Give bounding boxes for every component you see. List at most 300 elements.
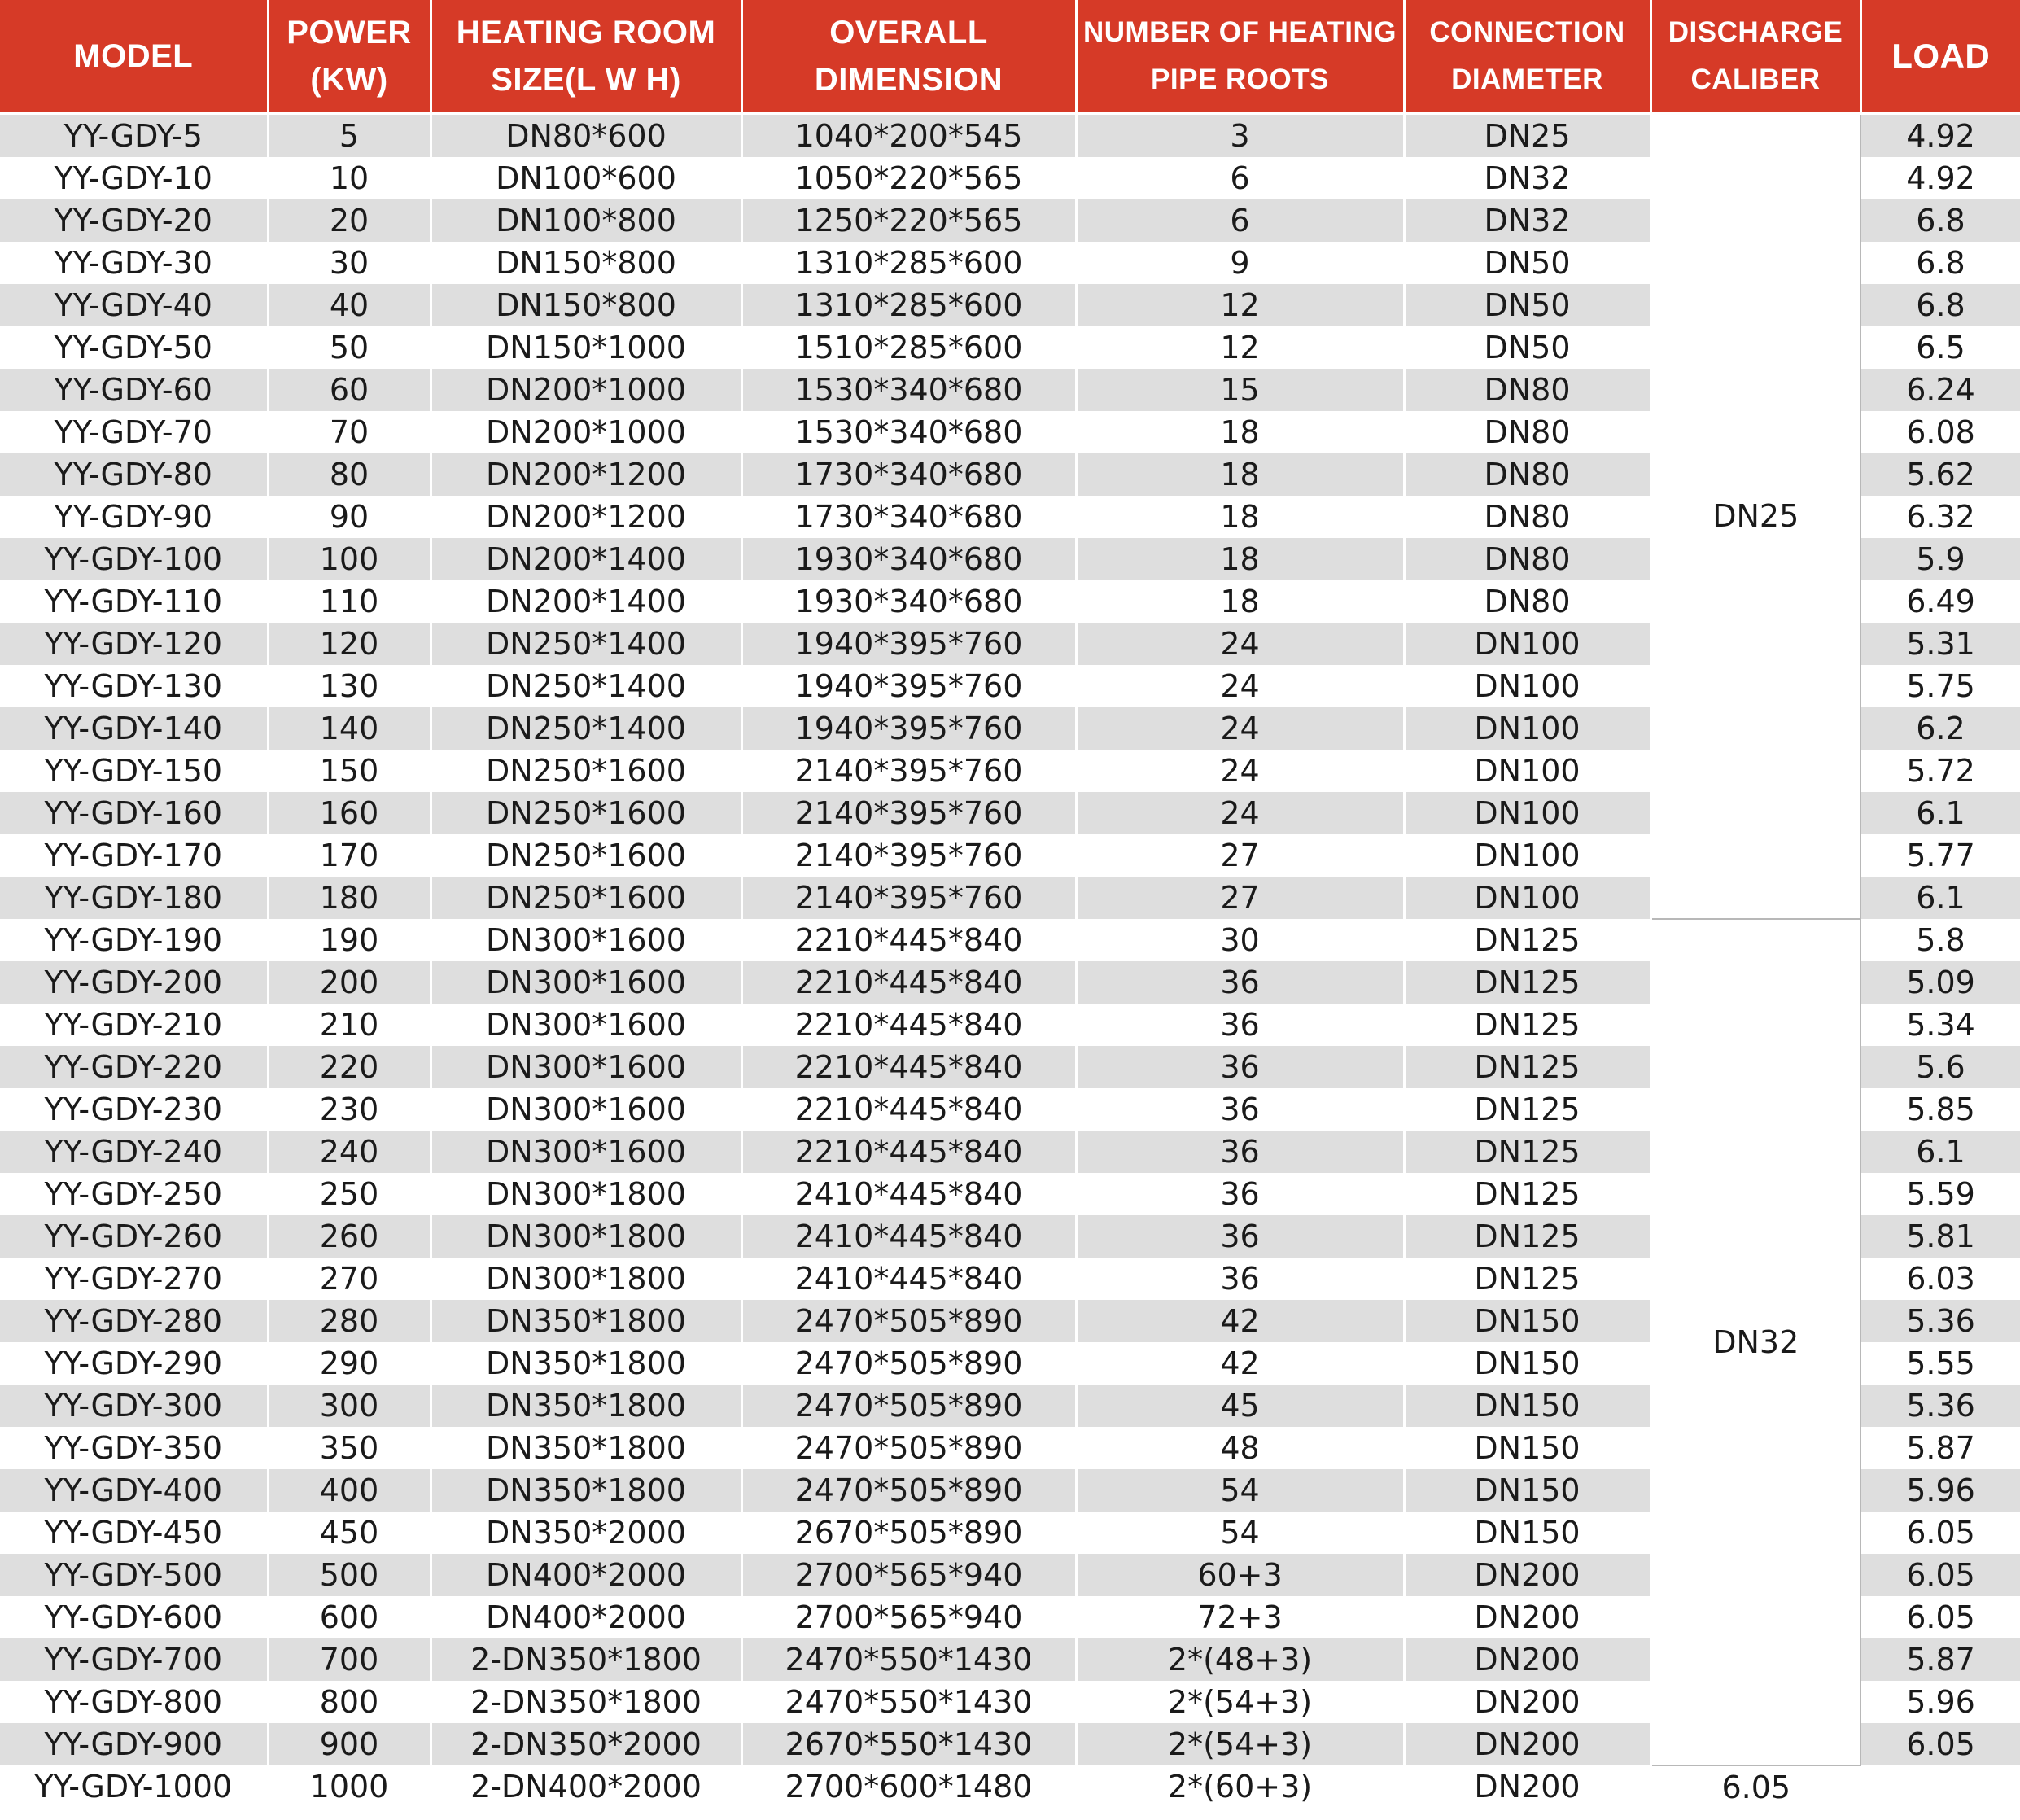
cell-heating-room-size: DN200*1400 bbox=[431, 580, 741, 623]
cell-pipe-roots: 6 bbox=[1076, 199, 1404, 242]
cell-load: 5.36 bbox=[1860, 1385, 2020, 1427]
cell-connection-diameter: DN100 bbox=[1404, 623, 1651, 665]
header-power-line2: (KW) bbox=[310, 61, 388, 98]
cell-load: 5.87 bbox=[1860, 1427, 2020, 1469]
cell-connection-diameter: DN200 bbox=[1404, 1638, 1651, 1681]
cell-power: 350 bbox=[268, 1427, 431, 1469]
header-power-line1: POWER bbox=[286, 14, 412, 50]
cell-load: 5.34 bbox=[1860, 1004, 2020, 1046]
cell-power: 220 bbox=[268, 1046, 431, 1088]
cell-connection-diameter: DN80 bbox=[1404, 411, 1651, 453]
cell-pipe-roots: 27 bbox=[1076, 834, 1404, 877]
cell-overall-dimension: 2470*550*1430 bbox=[741, 1638, 1076, 1681]
cell-power: 900 bbox=[268, 1723, 431, 1765]
header-overall-line1: OVERALL bbox=[829, 14, 988, 50]
cell-overall-dimension: 1050*220*565 bbox=[741, 157, 1076, 199]
cell-heating-room-size: DN300*1600 bbox=[431, 1046, 741, 1088]
cell-heating-room-size: DN80*600 bbox=[431, 113, 741, 157]
cell-load: 6.8 bbox=[1860, 199, 2020, 242]
cell-overall-dimension: 2140*395*760 bbox=[741, 750, 1076, 792]
cell-model: YY-GDY-20 bbox=[0, 199, 268, 242]
cell-model: YY-GDY-250 bbox=[0, 1173, 268, 1215]
cell-heating-room-size: DN250*1600 bbox=[431, 877, 741, 919]
cell-pipe-roots: 24 bbox=[1076, 707, 1404, 750]
cell-power: 60 bbox=[268, 369, 431, 411]
cell-load: 6.05 bbox=[1651, 1765, 1860, 1809]
cell-power: 140 bbox=[268, 707, 431, 750]
cell-heating-room-size: DN350*1800 bbox=[431, 1427, 741, 1469]
cell-connection-diameter: DN150 bbox=[1404, 1300, 1651, 1342]
cell-model: YY-GDY-210 bbox=[0, 1004, 268, 1046]
cell-model: YY-GDY-60 bbox=[0, 369, 268, 411]
header-model-label: MODEL bbox=[73, 37, 194, 74]
cell-pipe-roots: 18 bbox=[1076, 580, 1404, 623]
cell-model: YY-GDY-200 bbox=[0, 961, 268, 1004]
cell-model: YY-GDY-240 bbox=[0, 1131, 268, 1173]
cell-load: 5.87 bbox=[1860, 1638, 2020, 1681]
cell-overall-dimension: 2410*445*840 bbox=[741, 1258, 1076, 1300]
header-power bbox=[268, 0, 431, 113]
header-discharge-caliber bbox=[1651, 0, 1860, 113]
cell-heating-room-size: DN400*2000 bbox=[431, 1554, 741, 1596]
cell-load: 6.8 bbox=[1860, 284, 2020, 326]
cell-overall-dimension: 2210*445*840 bbox=[741, 1004, 1076, 1046]
cell-power: 90 bbox=[268, 496, 431, 538]
cell-overall-dimension: 1510*285*600 bbox=[741, 326, 1076, 369]
cell-model: YY-GDY-140 bbox=[0, 707, 268, 750]
cell-overall-dimension: 2470*550*1430 bbox=[741, 1681, 1076, 1723]
cell-connection-diameter: DN200 bbox=[1404, 1723, 1651, 1765]
cell-connection-diameter: DN125 bbox=[1404, 1258, 1651, 1300]
cell-heating-room-size: DN100*600 bbox=[431, 157, 741, 199]
cell-connection-diameter: DN25 bbox=[1404, 113, 1651, 157]
header-load-label: LOAD bbox=[1891, 36, 1991, 75]
cell-model: YY-GDY-100 bbox=[0, 538, 268, 580]
cell-connection-diameter: DN200 bbox=[1404, 1596, 1651, 1638]
header-overall-dimension bbox=[741, 0, 1076, 113]
table-body bbox=[0, 113, 2020, 1809]
cell-load: 4.92 bbox=[1860, 157, 2020, 199]
cell-model: YY-GDY-900 bbox=[0, 1723, 268, 1765]
cell-load: 6.05 bbox=[1860, 1512, 2020, 1554]
cell-power: 1000 bbox=[268, 1765, 431, 1809]
cell-model: YY-GDY-130 bbox=[0, 665, 268, 707]
cell-power: 180 bbox=[268, 877, 431, 919]
cell-connection-diameter: DN200 bbox=[1404, 1554, 1651, 1596]
cell-heating-room-size: DN150*800 bbox=[431, 242, 741, 284]
cell-connection-diameter: DN32 bbox=[1404, 157, 1651, 199]
cell-overall-dimension: 2700*565*940 bbox=[741, 1596, 1076, 1638]
cell-connection-diameter: DN200 bbox=[1404, 1765, 1651, 1809]
cell-overall-dimension: 2670*550*1430 bbox=[741, 1723, 1076, 1765]
cell-load: 5.81 bbox=[1860, 1215, 2020, 1258]
cell-overall-dimension: 1940*395*760 bbox=[741, 623, 1076, 665]
cell-overall-dimension: 2470*505*890 bbox=[741, 1385, 1076, 1427]
header-heating-room-line2: SIZE(L W H) bbox=[491, 61, 681, 98]
cell-load: 6.03 bbox=[1860, 1258, 2020, 1300]
cell-connection-diameter: DN100 bbox=[1404, 750, 1651, 792]
cell-power: 130 bbox=[268, 665, 431, 707]
cell-overall-dimension: 1930*340*680 bbox=[741, 580, 1076, 623]
cell-heating-room-size: DN200*1200 bbox=[431, 453, 741, 496]
cell-heating-room-size: DN300*1800 bbox=[431, 1258, 741, 1300]
cell-power: 170 bbox=[268, 834, 431, 877]
cell-heating-room-size: DN300*1600 bbox=[431, 1131, 741, 1173]
cell-overall-dimension: 1040*200*545 bbox=[741, 113, 1076, 157]
cell-connection-diameter: DN125 bbox=[1404, 1088, 1651, 1131]
cell-heating-room-size: DN400*2000 bbox=[431, 1596, 741, 1638]
cell-pipe-roots: 30 bbox=[1076, 919, 1404, 961]
cell-connection-diameter: DN150 bbox=[1404, 1342, 1651, 1385]
cell-pipe-roots: 2*(54+3) bbox=[1076, 1723, 1404, 1765]
cell-connection-diameter: DN80 bbox=[1404, 538, 1651, 580]
cell-heating-room-size: DN250*1600 bbox=[431, 750, 741, 792]
cell-power: 80 bbox=[268, 453, 431, 496]
cell-pipe-roots: 24 bbox=[1076, 623, 1404, 665]
cell-model: YY-GDY-40 bbox=[0, 284, 268, 326]
cell-pipe-roots: 54 bbox=[1076, 1512, 1404, 1554]
cell-overall-dimension: 2210*445*840 bbox=[741, 1046, 1076, 1088]
cell-load: 5.96 bbox=[1860, 1469, 2020, 1512]
header-connection-line1: CONNECTION bbox=[1429, 15, 1625, 48]
cell-heating-room-size: DN200*1200 bbox=[431, 496, 741, 538]
cell-power: 200 bbox=[268, 961, 431, 1004]
cell-model: YY-GDY-110 bbox=[0, 580, 268, 623]
cell-overall-dimension: 2140*395*760 bbox=[741, 834, 1076, 877]
cell-heating-room-size: DN350*2000 bbox=[431, 1512, 741, 1554]
cell-load: 5.8 bbox=[1860, 919, 2020, 961]
header-load bbox=[1860, 0, 2020, 113]
cell-power: 280 bbox=[268, 1300, 431, 1342]
cell-power: 250 bbox=[268, 1173, 431, 1215]
cell-heating-room-size: DN250*1400 bbox=[431, 623, 741, 665]
cell-pipe-roots: 27 bbox=[1076, 877, 1404, 919]
cell-model: YY-GDY-190 bbox=[0, 919, 268, 961]
cell-power: 210 bbox=[268, 1004, 431, 1046]
cell-power: 700 bbox=[268, 1638, 431, 1681]
cell-power: 30 bbox=[268, 242, 431, 284]
cell-model: YY-GDY-290 bbox=[0, 1342, 268, 1385]
cell-heating-room-size: DN300*1600 bbox=[431, 1004, 741, 1046]
cell-model: YY-GDY-350 bbox=[0, 1427, 268, 1469]
cell-model: YY-GDY-170 bbox=[0, 834, 268, 877]
cell-heating-room-size: DN300*1600 bbox=[431, 961, 741, 1004]
cell-overall-dimension: 1940*395*760 bbox=[741, 707, 1076, 750]
cell-pipe-roots: 2*(48+3) bbox=[1076, 1638, 1404, 1681]
cell-overall-dimension: 1730*340*680 bbox=[741, 453, 1076, 496]
cell-connection-diameter: DN150 bbox=[1404, 1469, 1651, 1512]
cell-pipe-roots: 42 bbox=[1076, 1342, 1404, 1385]
cell-model: YY-GDY-1000 bbox=[0, 1765, 268, 1809]
cell-connection-diameter: DN32 bbox=[1404, 199, 1651, 242]
cell-load: 6.05 bbox=[1860, 1723, 2020, 1765]
cell-overall-dimension: 2410*445*840 bbox=[741, 1173, 1076, 1215]
cell-overall-dimension: 2670*505*890 bbox=[741, 1512, 1076, 1554]
cell-pipe-roots: 12 bbox=[1076, 284, 1404, 326]
cell-heating-room-size: 2-DN350*1800 bbox=[431, 1638, 741, 1681]
cell-connection-diameter: DN100 bbox=[1404, 834, 1651, 877]
cell-power: 20 bbox=[268, 199, 431, 242]
cell-connection-diameter: DN125 bbox=[1404, 1046, 1651, 1088]
cell-model: YY-GDY-90 bbox=[0, 496, 268, 538]
cell-overall-dimension: 2210*445*840 bbox=[741, 919, 1076, 961]
cell-model: YY-GDY-70 bbox=[0, 411, 268, 453]
cell-load: 6.1 bbox=[1860, 1131, 2020, 1173]
cell-overall-dimension: 1940*395*760 bbox=[741, 665, 1076, 707]
cell-pipe-roots: 36 bbox=[1076, 1131, 1404, 1173]
cell-model: YY-GDY-600 bbox=[0, 1596, 268, 1638]
cell-power: 100 bbox=[268, 538, 431, 580]
cell-load: 5.72 bbox=[1860, 750, 2020, 792]
cell-pipe-roots: 24 bbox=[1076, 665, 1404, 707]
cell-model: YY-GDY-800 bbox=[0, 1681, 268, 1723]
cell-power: 270 bbox=[268, 1258, 431, 1300]
cell-load: 6.24 bbox=[1860, 369, 2020, 411]
header-heating-room-size bbox=[431, 0, 741, 113]
cell-power: 240 bbox=[268, 1131, 431, 1173]
cell-overall-dimension: 2700*600*1480 bbox=[741, 1765, 1076, 1809]
cell-power: 120 bbox=[268, 623, 431, 665]
cell-load: 5.59 bbox=[1860, 1173, 2020, 1215]
cell-load: 6.8 bbox=[1860, 242, 2020, 284]
header-connection-diameter bbox=[1404, 0, 1651, 113]
table-row bbox=[0, 919, 2020, 961]
cell-overall-dimension: 2210*445*840 bbox=[741, 1088, 1076, 1131]
cell-pipe-roots: 2*(54+3) bbox=[1076, 1681, 1404, 1723]
cell-model: YY-GDY-280 bbox=[0, 1300, 268, 1342]
cell-pipe-roots: 18 bbox=[1076, 411, 1404, 453]
cell-load: 6.1 bbox=[1860, 877, 2020, 919]
cell-connection-diameter: DN50 bbox=[1404, 242, 1651, 284]
cell-pipe-roots: 36 bbox=[1076, 1258, 1404, 1300]
cell-connection-diameter: DN100 bbox=[1404, 792, 1651, 834]
cell-load: 4.92 bbox=[1860, 113, 2020, 157]
header-overall-line2: DIMENSION bbox=[814, 61, 1003, 98]
cell-pipe-roots: 36 bbox=[1076, 1088, 1404, 1131]
cell-heating-room-size: DN300*1800 bbox=[431, 1173, 741, 1215]
cell-heating-room-size: DN250*1600 bbox=[431, 792, 741, 834]
cell-overall-dimension: 1310*285*600 bbox=[741, 284, 1076, 326]
cell-connection-diameter: DN150 bbox=[1404, 1427, 1651, 1469]
cell-heating-room-size: DN300*1600 bbox=[431, 1088, 741, 1131]
cell-heating-room-size: DN350*1800 bbox=[431, 1342, 741, 1385]
cell-heating-room-size: DN200*1400 bbox=[431, 538, 741, 580]
cell-pipe-roots: 24 bbox=[1076, 750, 1404, 792]
cell-heating-room-size: 2-DN350*1800 bbox=[431, 1681, 741, 1723]
header-connection-line2: DIAMETER bbox=[1451, 63, 1603, 95]
cell-overall-dimension: 2470*505*890 bbox=[741, 1300, 1076, 1342]
cell-heating-room-size: 2-DN350*2000 bbox=[431, 1723, 741, 1765]
cell-connection-diameter: DN150 bbox=[1404, 1385, 1651, 1427]
cell-heating-room-size: 2-DN400*2000 bbox=[431, 1765, 741, 1809]
cell-load: 6.05 bbox=[1860, 1596, 2020, 1638]
cell-connection-diameter: DN50 bbox=[1404, 284, 1651, 326]
cell-power: 110 bbox=[268, 580, 431, 623]
header-heating-room-line1: HEATING ROOM bbox=[456, 14, 716, 50]
cell-model: YY-GDY-50 bbox=[0, 326, 268, 369]
cell-connection-diameter: DN80 bbox=[1404, 580, 1651, 623]
cell-load: 5.6 bbox=[1860, 1046, 2020, 1088]
cell-connection-diameter: DN125 bbox=[1404, 1004, 1651, 1046]
cell-heating-room-size: DN350*1800 bbox=[431, 1469, 741, 1512]
cell-load: 6.49 bbox=[1860, 580, 2020, 623]
cell-power: 160 bbox=[268, 792, 431, 834]
cell-load: 5.77 bbox=[1860, 834, 2020, 877]
header-row bbox=[0, 0, 2020, 113]
cell-connection-diameter: DN125 bbox=[1404, 1215, 1651, 1258]
cell-pipe-roots: 9 bbox=[1076, 242, 1404, 284]
cell-overall-dimension: 1930*340*680 bbox=[741, 538, 1076, 580]
cell-overall-dimension: 2470*505*890 bbox=[741, 1427, 1076, 1469]
cell-model: YY-GDY-260 bbox=[0, 1215, 268, 1258]
cell-pipe-roots: 15 bbox=[1076, 369, 1404, 411]
cell-model: YY-GDY-120 bbox=[0, 623, 268, 665]
cell-discharge-caliber: DN32 bbox=[1651, 919, 1860, 1765]
cell-overall-dimension: 2700*565*940 bbox=[741, 1554, 1076, 1596]
header-discharge-line2: CALIBER bbox=[1690, 63, 1821, 95]
cell-pipe-roots: 45 bbox=[1076, 1385, 1404, 1427]
cell-power: 500 bbox=[268, 1554, 431, 1596]
table-row bbox=[0, 1765, 2020, 1809]
cell-load: 6.5 bbox=[1860, 326, 2020, 369]
cell-power: 400 bbox=[268, 1469, 431, 1512]
cell-pipe-roots: 18 bbox=[1076, 453, 1404, 496]
cell-heating-room-size: DN250*1400 bbox=[431, 665, 741, 707]
cell-power: 230 bbox=[268, 1088, 431, 1131]
cell-heating-room-size: DN100*800 bbox=[431, 199, 741, 242]
cell-power: 50 bbox=[268, 326, 431, 369]
cell-overall-dimension: 2140*395*760 bbox=[741, 877, 1076, 919]
cell-pipe-roots: 48 bbox=[1076, 1427, 1404, 1469]
cell-load: 5.62 bbox=[1860, 453, 2020, 496]
cell-load: 6.32 bbox=[1860, 496, 2020, 538]
cell-power: 190 bbox=[268, 919, 431, 961]
table-row bbox=[0, 113, 2020, 157]
cell-load: 5.9 bbox=[1860, 538, 2020, 580]
cell-power: 260 bbox=[268, 1215, 431, 1258]
cell-overall-dimension: 2410*445*840 bbox=[741, 1215, 1076, 1258]
cell-model: YY-GDY-150 bbox=[0, 750, 268, 792]
cell-overall-dimension: 2470*505*890 bbox=[741, 1342, 1076, 1385]
cell-model: YY-GDY-30 bbox=[0, 242, 268, 284]
cell-connection-diameter: DN125 bbox=[1404, 1131, 1651, 1173]
cell-pipe-roots: 12 bbox=[1076, 326, 1404, 369]
cell-load: 5.31 bbox=[1860, 623, 2020, 665]
cell-connection-diameter: DN100 bbox=[1404, 707, 1651, 750]
cell-pipe-roots: 36 bbox=[1076, 1046, 1404, 1088]
cell-discharge-caliber: DN25 bbox=[1651, 113, 1860, 919]
cell-load: 5.75 bbox=[1860, 665, 2020, 707]
cell-pipe-roots: 36 bbox=[1076, 1173, 1404, 1215]
header-pipe-roots-line2: PIPE ROOTS bbox=[1151, 63, 1329, 95]
cell-power: 40 bbox=[268, 284, 431, 326]
cell-model: YY-GDY-230 bbox=[0, 1088, 268, 1131]
cell-load: 5.09 bbox=[1860, 961, 2020, 1004]
cell-heating-room-size: DN200*1000 bbox=[431, 411, 741, 453]
cell-overall-dimension: 2210*445*840 bbox=[741, 1131, 1076, 1173]
cell-connection-diameter: DN125 bbox=[1404, 961, 1651, 1004]
cell-model: YY-GDY-700 bbox=[0, 1638, 268, 1681]
cell-pipe-roots: 2*(60+3) bbox=[1076, 1765, 1404, 1809]
header-model bbox=[0, 0, 268, 113]
cell-power: 290 bbox=[268, 1342, 431, 1385]
cell-power: 600 bbox=[268, 1596, 431, 1638]
cell-model: YY-GDY-10 bbox=[0, 157, 268, 199]
cell-power: 300 bbox=[268, 1385, 431, 1427]
cell-model: YY-GDY-300 bbox=[0, 1385, 268, 1427]
header-discharge-line1: DISCHARGE bbox=[1668, 15, 1843, 48]
cell-power: 70 bbox=[268, 411, 431, 453]
cell-model: YY-GDY-220 bbox=[0, 1046, 268, 1088]
cell-connection-diameter: DN100 bbox=[1404, 877, 1651, 919]
cell-model: YY-GDY-500 bbox=[0, 1554, 268, 1596]
cell-pipe-roots: 36 bbox=[1076, 1004, 1404, 1046]
cell-load: 5.96 bbox=[1860, 1681, 2020, 1723]
header-pipe-roots-line1: NUMBER OF HEATING bbox=[1082, 15, 1397, 48]
cell-load: 5.36 bbox=[1860, 1300, 2020, 1342]
cell-heating-room-size: DN150*800 bbox=[431, 284, 741, 326]
cell-load: 5.55 bbox=[1860, 1342, 2020, 1385]
cell-pipe-roots: 36 bbox=[1076, 1215, 1404, 1258]
cell-load: 6.2 bbox=[1860, 707, 2020, 750]
cell-overall-dimension: 1730*340*680 bbox=[741, 496, 1076, 538]
cell-connection-diameter: DN100 bbox=[1404, 665, 1651, 707]
cell-pipe-roots: 24 bbox=[1076, 792, 1404, 834]
cell-pipe-roots: 18 bbox=[1076, 538, 1404, 580]
cell-overall-dimension: 1310*285*600 bbox=[741, 242, 1076, 284]
cell-power: 10 bbox=[268, 157, 431, 199]
cell-connection-diameter: DN80 bbox=[1404, 496, 1651, 538]
cell-model: YY-GDY-450 bbox=[0, 1512, 268, 1554]
cell-power: 450 bbox=[268, 1512, 431, 1554]
cell-power: 5 bbox=[268, 113, 431, 157]
cell-model: YY-GDY-270 bbox=[0, 1258, 268, 1300]
cell-connection-diameter: DN50 bbox=[1404, 326, 1651, 369]
cell-heating-room-size: DN300*1800 bbox=[431, 1215, 741, 1258]
cell-connection-diameter: DN200 bbox=[1404, 1681, 1651, 1723]
cell-load: 6.05 bbox=[1860, 1554, 2020, 1596]
cell-load: 6.08 bbox=[1860, 411, 2020, 453]
cell-heating-room-size: DN350*1800 bbox=[431, 1300, 741, 1342]
cell-pipe-roots: 3 bbox=[1076, 113, 1404, 157]
cell-pipe-roots: 42 bbox=[1076, 1300, 1404, 1342]
cell-pipe-roots: 54 bbox=[1076, 1469, 1404, 1512]
cell-overall-dimension: 2140*395*760 bbox=[741, 792, 1076, 834]
cell-heating-room-size: DN350*1800 bbox=[431, 1385, 741, 1427]
cell-connection-diameter: DN125 bbox=[1404, 1173, 1651, 1215]
cell-connection-diameter: DN125 bbox=[1404, 919, 1651, 961]
cell-connection-diameter: DN80 bbox=[1404, 453, 1651, 496]
cell-overall-dimension: 2470*505*890 bbox=[741, 1469, 1076, 1512]
cell-heating-room-size: DN300*1600 bbox=[431, 919, 741, 961]
cell-connection-diameter: DN80 bbox=[1404, 369, 1651, 411]
cell-power: 150 bbox=[268, 750, 431, 792]
cell-load: 5.85 bbox=[1860, 1088, 2020, 1131]
cell-pipe-roots: 36 bbox=[1076, 961, 1404, 1004]
cell-load: 6.1 bbox=[1860, 792, 2020, 834]
cell-heating-room-size: DN200*1000 bbox=[431, 369, 741, 411]
cell-heating-room-size: DN250*1400 bbox=[431, 707, 741, 750]
cell-overall-dimension: 1530*340*680 bbox=[741, 369, 1076, 411]
cell-power: 800 bbox=[268, 1681, 431, 1723]
cell-overall-dimension: 2210*445*840 bbox=[741, 961, 1076, 1004]
cell-pipe-roots: 18 bbox=[1076, 496, 1404, 538]
cell-model: YY-GDY-180 bbox=[0, 877, 268, 919]
cell-connection-diameter: DN150 bbox=[1404, 1512, 1651, 1554]
cell-model: YY-GDY-400 bbox=[0, 1469, 268, 1512]
cell-overall-dimension: 1250*220*565 bbox=[741, 199, 1076, 242]
cell-pipe-roots: 6 bbox=[1076, 157, 1404, 199]
